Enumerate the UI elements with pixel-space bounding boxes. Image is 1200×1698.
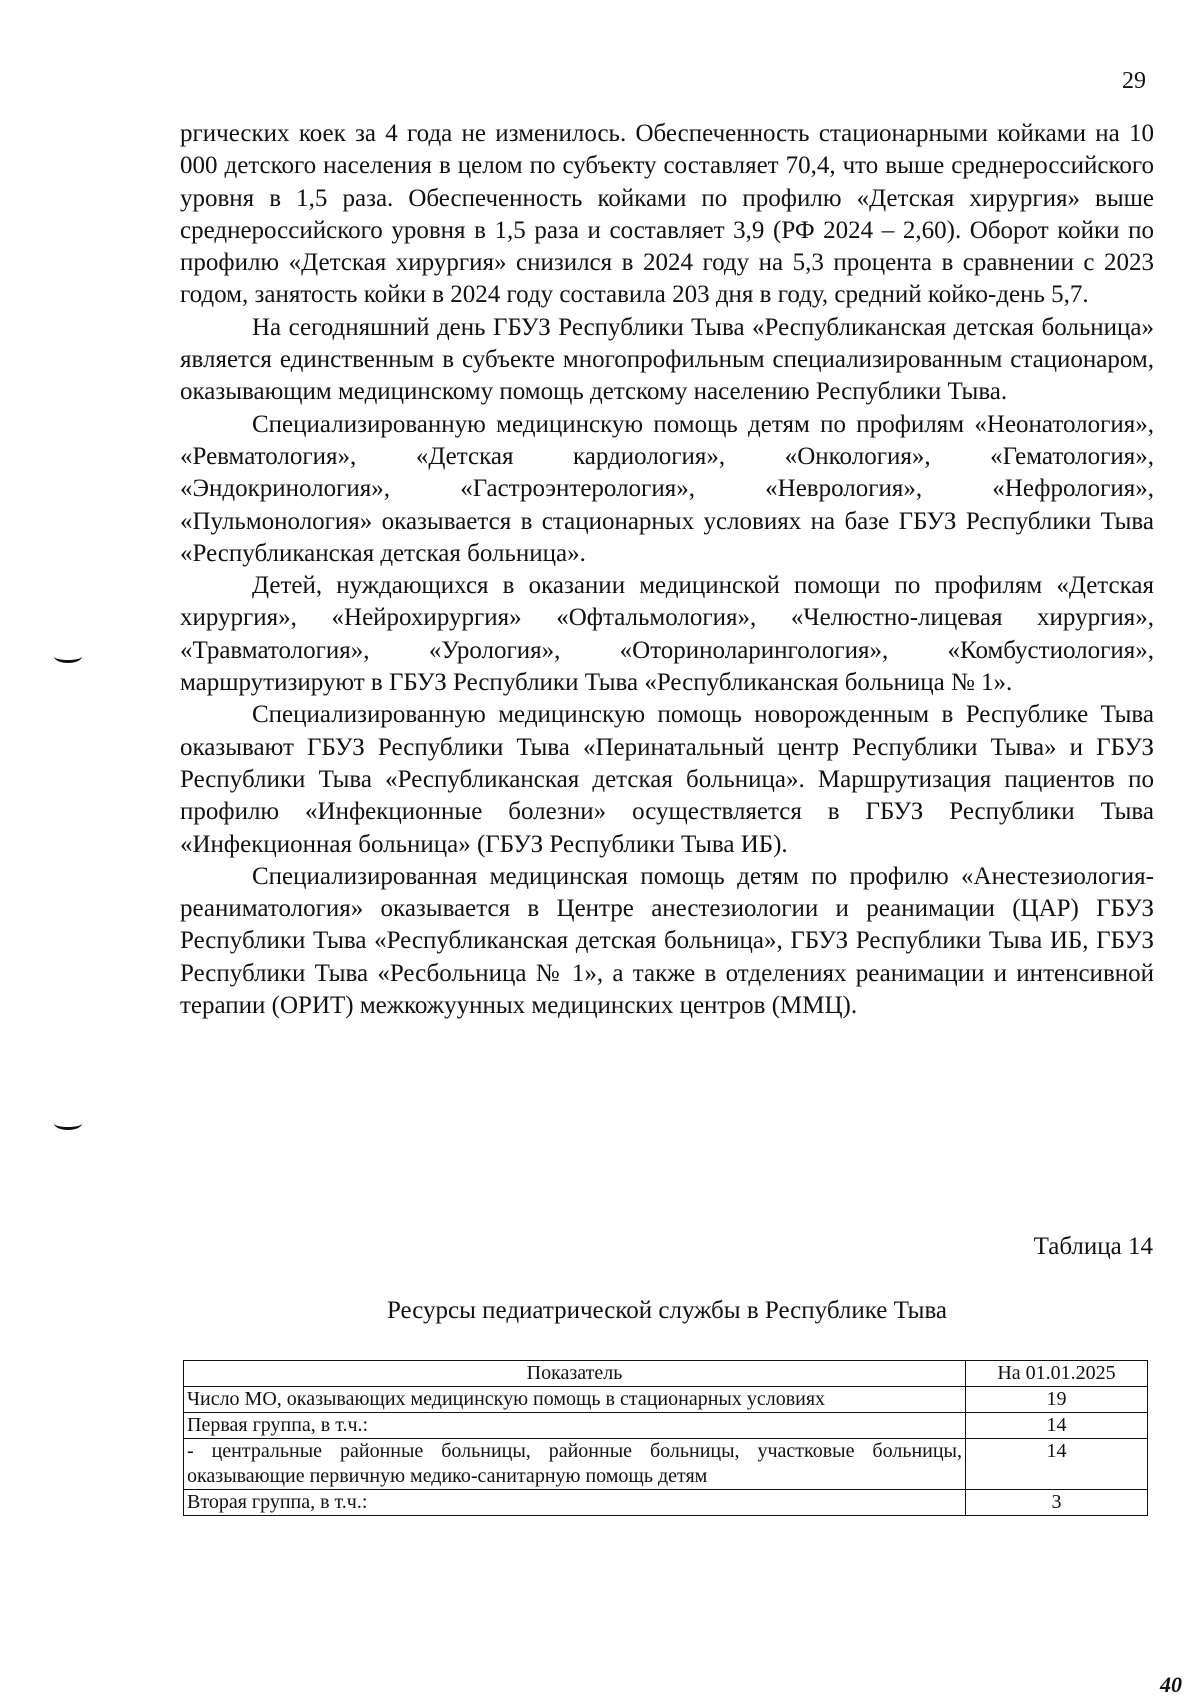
row-indicator: - центральные районные больницы, районные больницы, участковые больницы, оказывающие первичную медико-санитарную помощь детям <box>184 1439 966 1490</box>
page-number: 29 <box>1122 68 1146 94</box>
row-value: 14 <box>966 1413 1148 1439</box>
body-text <box>180 118 1154 1022</box>
header-indicator: Показатель <box>184 1361 966 1387</box>
table-row <box>184 1439 1148 1490</box>
row-value: 3 <box>966 1490 1148 1516</box>
paragraph-continued: ргических коек за 4 года не изменилось. Обеспеченность стационарными койками на 10 000 детского населения в целом по субъекту составляет 70,4, что выше среднероссийского уровня в 1,5 раза. Обеспеченность койками по профилю «Детская хирургия» выше среднероссийского уровня в 1,5 раза и составляет 3,9 (РФ 2024 – 2,60). Оборот койки по профилю «Детская хирургия» снизился в 2024 году на 5,3 процента в сравнении с 2023 годом, занятость койки в 2024 году составила 203 дня в году, средний койко-день 5,7. <box>180 120 1154 309</box>
row-indicator: Первая группа, в т.ч.: <box>184 1413 966 1439</box>
paragraph: Детей, нуждающихся в оказании медицинской помощи по профилям «Детская хирургия», «Нейрохирургия» «Офтальмология», «Челюстно-лицевая хирургия», «Травматология», «Урология», «Оториноларингология», «Комбустиология», маршрутизируют в ГБУЗ Республики Тыва «Республиканская больница № 1». <box>180 572 1154 697</box>
row-indicator: Вторая группа, в т.ч.: <box>184 1490 966 1516</box>
paragraph: Специализированную медицинскую помощь новорожденным в Республике Тыва оказывают ГБУЗ Республики Тыва «Перинатальный центр Республики Тыва» и ГБУЗ Республики Тыва «Республиканская детская больница». Маршрутизация пациентов по профилю «Инфекционные болезни» осуществляется в ГБУЗ Республики Тыва «Инфекционная больница» (ГБУЗ Республики Тыва ИБ). <box>180 701 1154 858</box>
table-row <box>184 1387 1148 1413</box>
margin-mark <box>54 650 82 663</box>
paragraph: Специализированную медицинскую помощь детям по профилям «Неонатология», «Ревматология», «Детская кардиология», «Онкология», «Гематология», «Эндокринология», «Гастроэнтерология», «Неврология», «Нефрология», «Пульмонология» оказывается в стационарных условиях на базе ГБУЗ Республики Тыва «Республиканская детская больница». <box>180 410 1154 567</box>
margin-mark <box>54 1117 82 1130</box>
corner-handwritten-number: 40 <box>1160 1672 1182 1697</box>
paragraph: На сегодняшний день ГБУЗ Республики Тыва «Республиканская детская больница» является единственным в субъекте многопрофильным специализированным стационаром, оказывающим медицинскому помощь детскому населению Республики Тыва. <box>180 313 1154 406</box>
table-label: Таблица 14 <box>1033 1233 1153 1260</box>
table-title: Ресурсы педиатрической службы в Республике Тыва <box>386 1297 948 1324</box>
row-value: 19 <box>966 1387 1148 1413</box>
table-row <box>184 1490 1148 1516</box>
resources-table <box>183 1360 1148 1516</box>
paragraph: Специализированная медицинская помощь детям по профилю «Анестезиология-реаниматология» оказывается в Центре анестезиологии и реанимации (ЦАР) ГБУЗ Республики Тыва «Республиканская детская больница», ГБУЗ Республики Тыва ИБ, ГБУЗ Республики Тыва «Ресбольница № 1», а также в отделениях реанимации и интенсивной терапии (ОРИТ) межкожуунных медицинских центров (ММЦ). <box>180 862 1154 1020</box>
row-value: 14 <box>966 1439 1148 1490</box>
table-row <box>184 1413 1148 1439</box>
table-header-row <box>184 1361 1148 1387</box>
row-indicator: Число МО, оказывающих медицинскую помощь в стационарных условиях <box>184 1387 966 1413</box>
header-date: На 01.01.2025 <box>966 1361 1148 1387</box>
